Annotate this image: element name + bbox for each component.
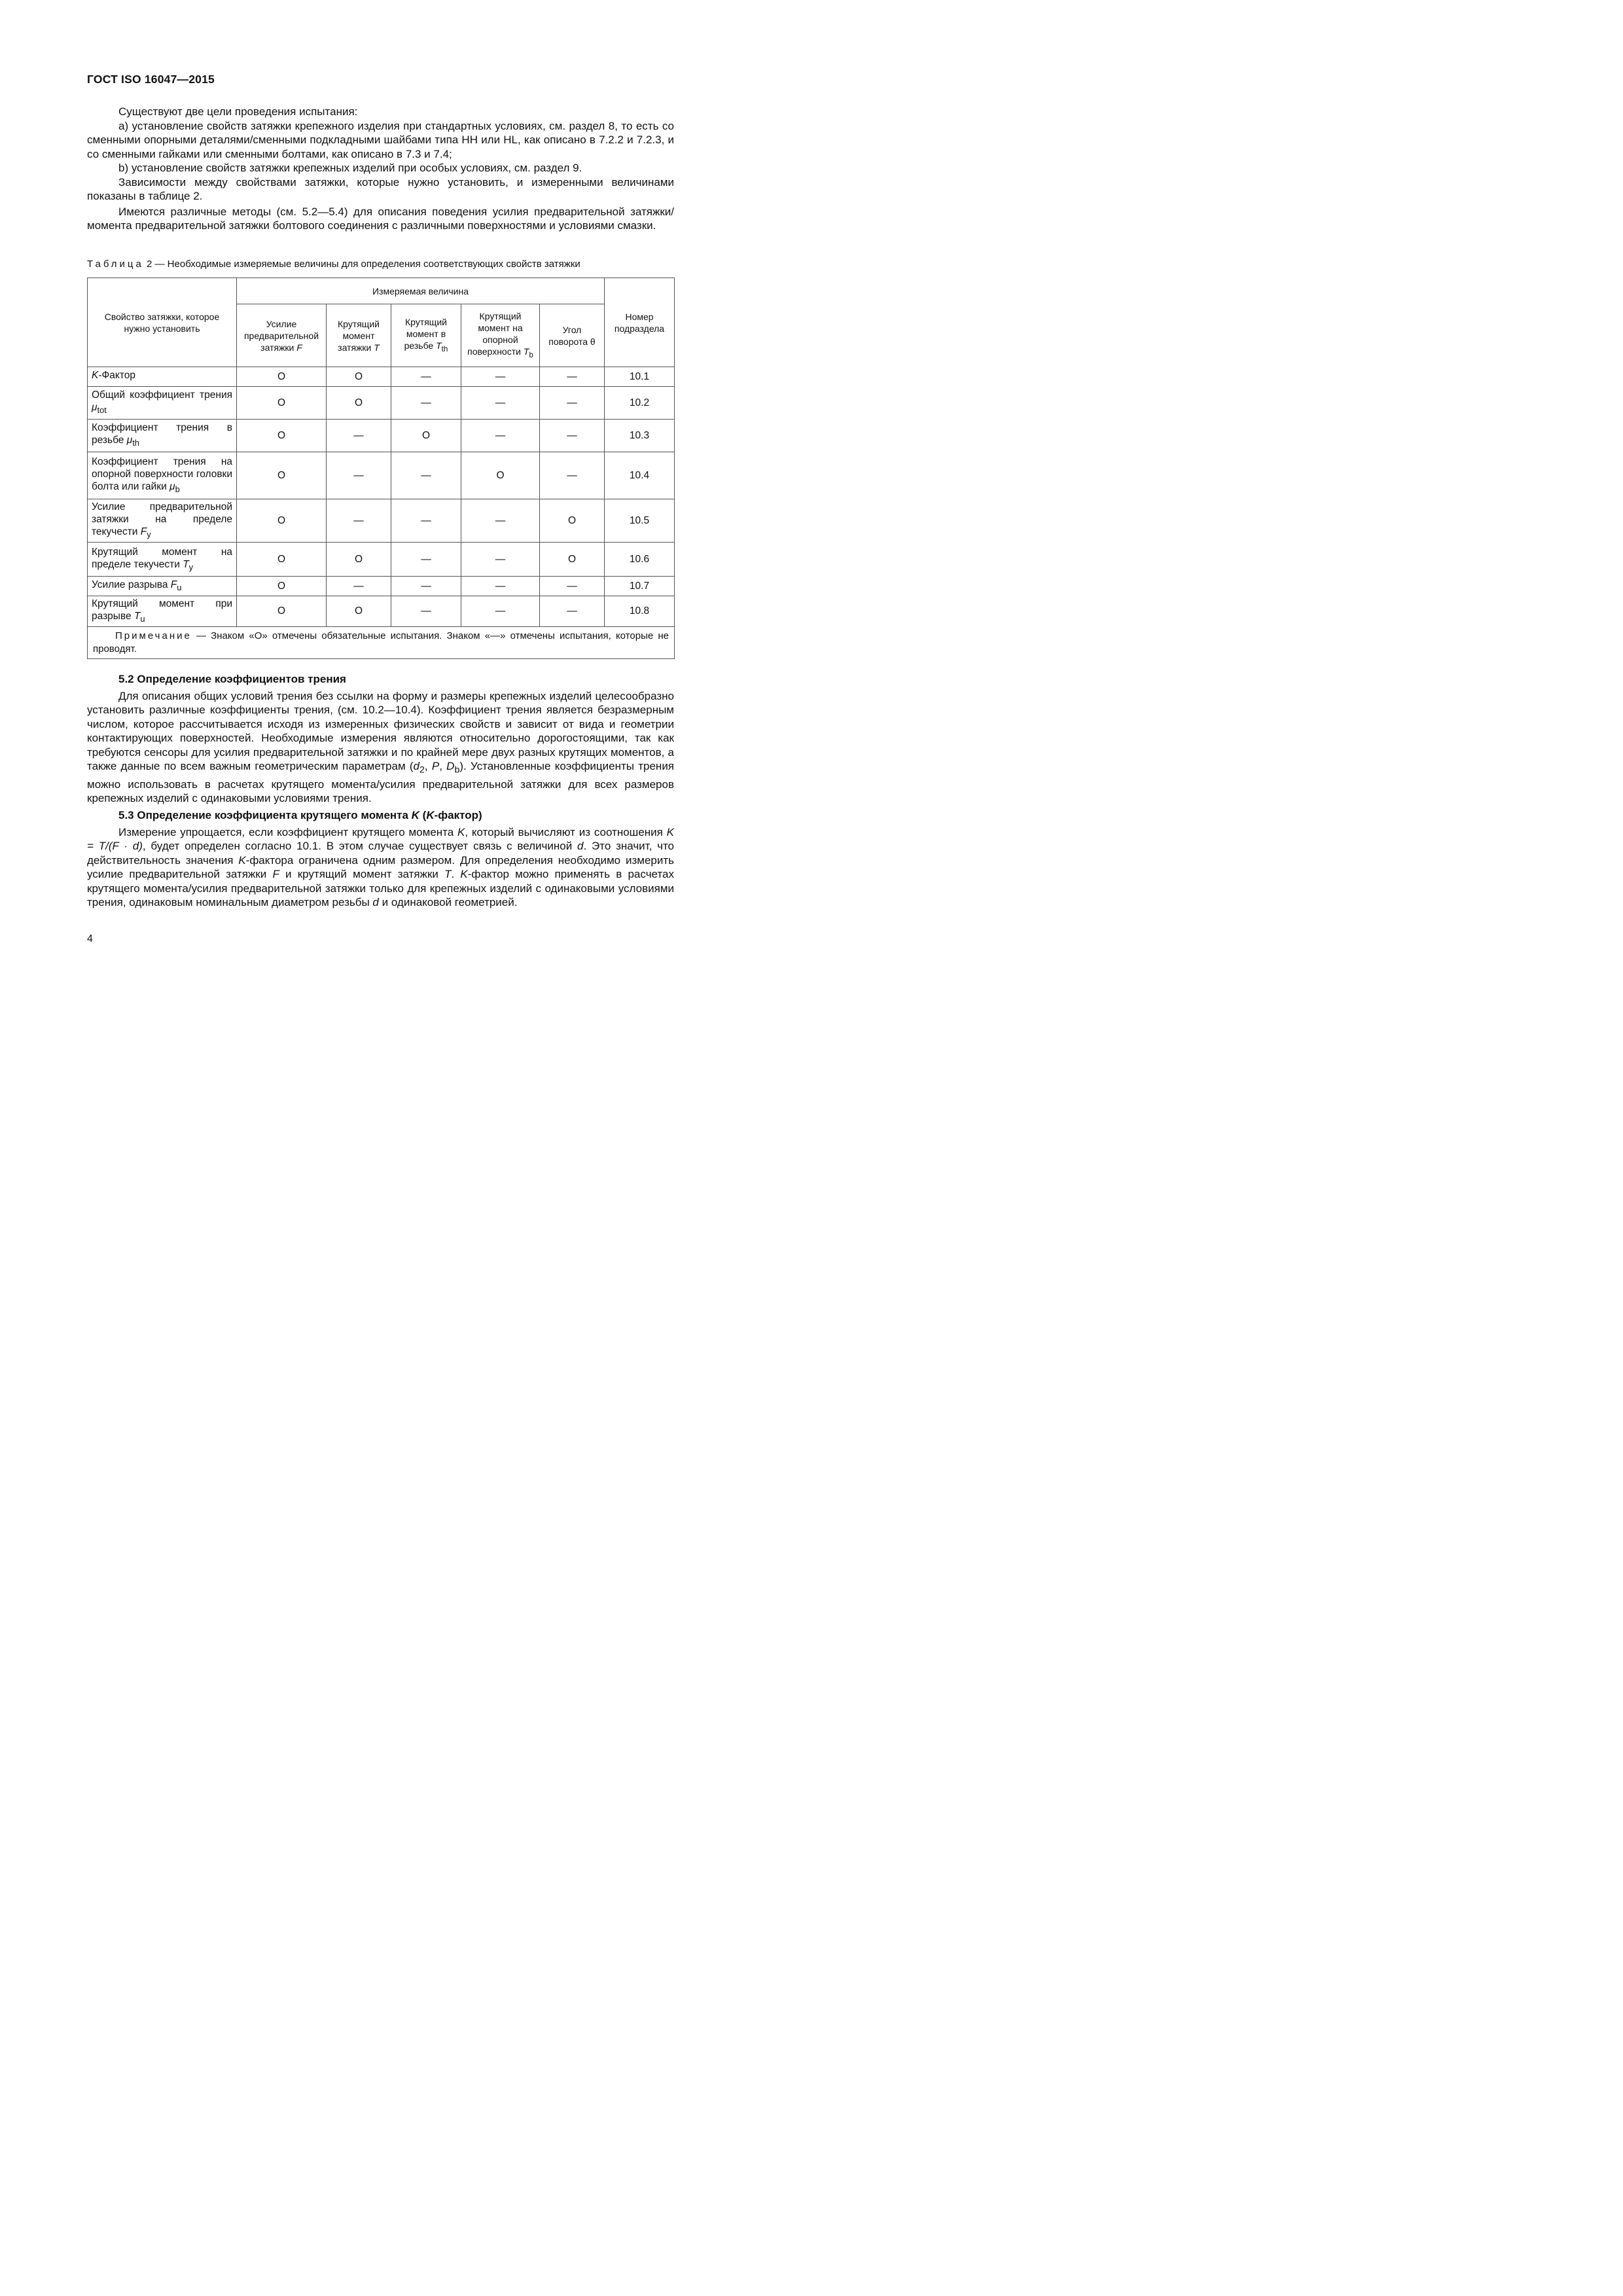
section-5-2 (87, 672, 674, 806)
intro-item-a: а) установление свойств затяжки крепежного изделия при стандартных условиях, см. раздел 8, то есть со сменными опорными деталями/сменными подкладными шайбами типа HH или HL, как описано в 7.2.2 и 7.2.3, и со сменными гайками или сменными болтами, как описано в 7.3 и 7.4; (87, 119, 674, 160)
row-mark-cell: — (327, 577, 391, 596)
intro-text (87, 105, 674, 233)
header-tightening-torque: Крутящий момент затяжки T (327, 304, 391, 367)
row-mark-cell: O (461, 452, 540, 499)
row-property-label: Коэффициент трения на опорной поверхности головки болта или гайки $\mu_b$ (88, 452, 237, 499)
header-subsection-number: Номер подраздела (605, 278, 675, 367)
table-row (88, 543, 675, 577)
row-mark-cell: O (391, 420, 461, 452)
row-mark-cell: O (237, 543, 327, 577)
row-mark-cell: O (327, 596, 391, 627)
row-mark-cell: — (461, 420, 540, 452)
table-row (88, 577, 675, 596)
row-property-label: Общий коэффициент трения $\mu_{tot}$ (88, 387, 237, 420)
table-note: Примечание — Знаком «О» отмечены обязательные испытания. Знаком «—» отмечены испытания, которые не проводят. (88, 627, 675, 659)
section-paragraph: Измерение упрощается, если коэффициент крутящего момента K, который вычисляют из соотношения K = T/(F · d), будет определен согласно 10.1. В этом случае существует связь с величиной d. Это значит, что действительность значения K-фактора ограничена одним размером. Для определения необходимо измерить усилие предварительной затяжки F и крутящий момент затяжки T. K-фактор можно применять в расчетах крутящего момента/усилия предварительной затяжки только для крепежных изделий с одинаковыми условиями трения, одинаковым номинальным диаметром резьбы d и одинаковой геометрией. (87, 825, 675, 908)
row-mark-cell: — (461, 367, 540, 387)
row-subsection-number: 10.6 (605, 543, 675, 577)
row-property-label: Усилие разрыва $F_u$ (88, 577, 237, 596)
row-mark-cell: O (237, 387, 327, 420)
row-mark-cell: — (391, 577, 461, 596)
row-mark-cell: — (327, 452, 391, 499)
row-mark-cell: — (391, 367, 461, 387)
row-mark-cell: — (461, 596, 540, 627)
intro-paragraph: Имеются различные методы (см. 5.2—5.4) для описания поведения усилия предварительной затяжки/момента предварительной затяжки болтового соединения с различными поверхностями и условиями смазки. (87, 205, 674, 232)
row-subsection-number: 10.7 (605, 577, 675, 596)
header-bearing-torque: Крутящий момент на опорной поверхности $T_b$ (461, 304, 540, 367)
intro-paragraph: Существуют две цели проведения испытания: (118, 105, 358, 118)
row-mark-cell: — (540, 420, 605, 452)
document-header: ГОСТ ISO 16047—2015 (87, 73, 215, 86)
row-property-label: Усилие предварительной затяжки на пределе текучести $F_y$ (88, 499, 237, 543)
row-mark-cell: — (461, 577, 540, 596)
header-property: Свойство затяжки, которое нужно установить (88, 278, 237, 367)
row-mark-cell: — (540, 387, 605, 420)
table-row (88, 452, 675, 499)
section-5-3 (87, 808, 674, 910)
row-mark-cell: — (391, 596, 461, 627)
table-row (88, 499, 675, 543)
header-thread-torque: Крутящий момент в резьбе $T_{th}$ (391, 304, 461, 367)
table-caption: Таблица 2 — Необходимые измеряемые величины для определения соответствующих свойств затяжки (87, 259, 580, 270)
section-paragraph: Для описания общих условий трения без ссылки на форму и размеры крепежных изделий целесообразно установить различные коэффициенты трения, (см. 10.2—10.4). Коэффициент трения является безразмерным числом, которое рассчитывается исходя из измеренных физических свойств и зависит от вида и геометрии контактирующих поверхностей. Необходимые измерения являются относительно дорогостоящими, так как требуются сенсоры для усилия предварительной затяжки и по крайней мере двух разных крутящих моментов, а также данные по всем важным геометрическим параметрам ($d_2$, P, $D_b$). Установленные коэффициенты трения можно использовать в расчетах крутящего момента/усилия предварительной затяжки для всех размеров крепежных изделий с одинаковыми условиями трения. (87, 689, 675, 805)
header-measured-quantity: Измеряемая величина (237, 278, 605, 304)
row-mark-cell: — (461, 499, 540, 543)
table-row (88, 420, 675, 452)
row-mark-cell: — (391, 387, 461, 420)
table-row (88, 387, 675, 420)
row-mark-cell: — (461, 387, 540, 420)
header-rotation-angle: Угол поворота θ (540, 304, 605, 367)
row-subsection-number: 10.2 (605, 387, 675, 420)
header-preload-force: Усилие предварительной затяжки F (237, 304, 327, 367)
row-mark-cell: O (327, 367, 391, 387)
table-row (88, 367, 675, 387)
row-mark-cell: O (327, 543, 391, 577)
row-mark-cell: O (237, 577, 327, 596)
row-subsection-number: 10.1 (605, 367, 675, 387)
row-mark-cell: O (237, 596, 327, 627)
row-mark-cell: — (540, 577, 605, 596)
measurement-table (87, 278, 675, 659)
row-mark-cell: — (327, 420, 391, 452)
row-subsection-number: 10.5 (605, 499, 675, 543)
row-mark-cell: — (540, 452, 605, 499)
row-mark-cell: O (237, 452, 327, 499)
row-mark-cell: — (391, 499, 461, 543)
row-mark-cell: O (237, 367, 327, 387)
row-property-label: Крутящий момент при разрыве $T_u$ (88, 596, 237, 627)
row-mark-cell: O (540, 499, 605, 543)
section-heading: 5.3 Определение коэффициента крутящего момента K (K-фактор) (118, 809, 482, 821)
row-mark-cell: O (237, 420, 327, 452)
row-mark-cell: O (540, 543, 605, 577)
row-mark-cell: — (391, 543, 461, 577)
section-heading: 5.2 Определение коэффициентов трения (118, 673, 346, 685)
row-mark-cell: — (391, 452, 461, 499)
row-mark-cell: O (237, 499, 327, 543)
row-mark-cell: — (540, 367, 605, 387)
row-subsection-number: 10.4 (605, 452, 675, 499)
row-subsection-number: 10.8 (605, 596, 675, 627)
intro-item-b: b) установление свойств затяжки крепежных изделий при особых условиях, см. раздел 9. (118, 162, 582, 174)
row-mark-cell: — (461, 543, 540, 577)
row-subsection-number: 10.3 (605, 420, 675, 452)
row-property-label: Крутящий момент на пределе текучести $T_y$ (88, 543, 237, 577)
row-mark-cell: — (327, 499, 391, 543)
row-mark-cell: — (540, 596, 605, 627)
row-property-label: Коэффициент трения в резьбе $\mu_{th}$ (88, 420, 237, 452)
page-number: 4 (87, 933, 93, 944)
table-row (88, 596, 675, 627)
intro-paragraph: Зависимости между свойствами затяжки, которые нужно установить, и измеренными величинами показаны в таблице 2. (87, 175, 674, 202)
document-page (0, 0, 722, 1022)
row-mark-cell: O (327, 387, 391, 420)
row-property-label: K-Фактор (88, 367, 237, 387)
